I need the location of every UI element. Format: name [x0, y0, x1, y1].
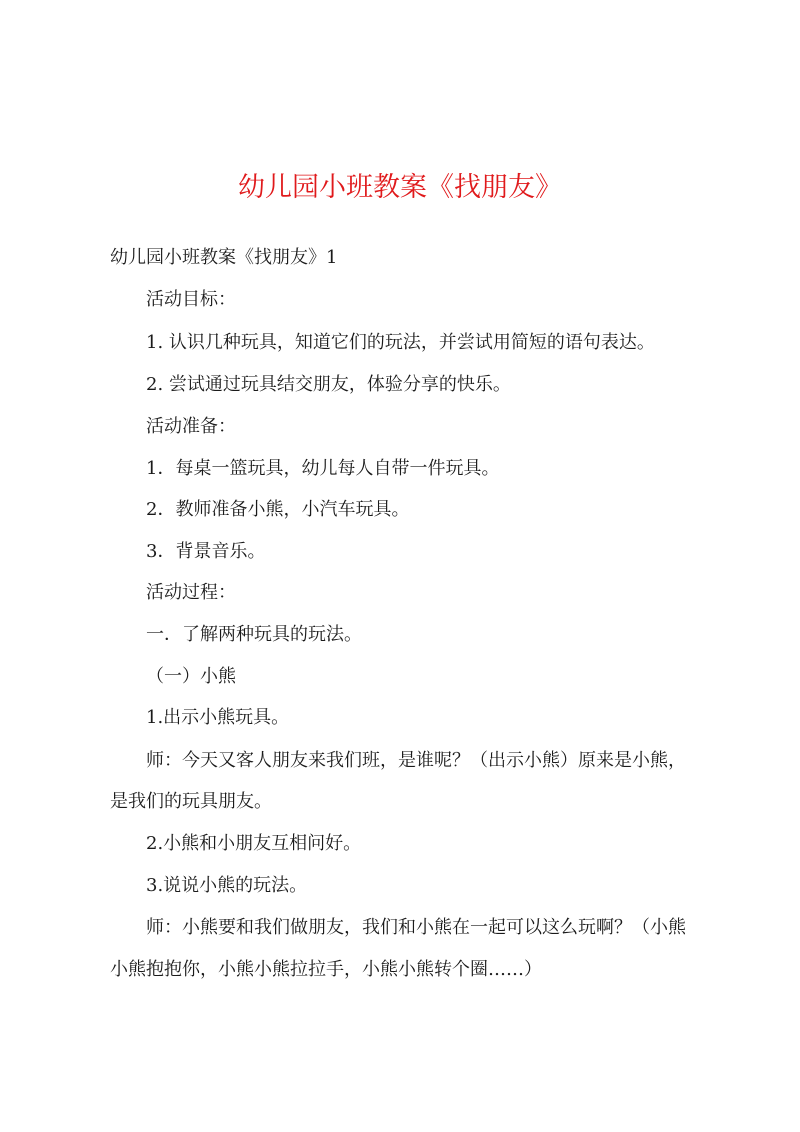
paragraph-line: 1. 认识几种玩具，知道它们的玩法，并尝试用简短的语句表达。	[146, 332, 655, 353]
paragraph-line: （一）小熊	[146, 666, 236, 687]
paragraph-line: 1.出示小熊玩具。	[146, 707, 290, 728]
paragraph-line: 3．背景音乐。	[146, 541, 266, 562]
paragraph-line: 活动目标：	[146, 289, 236, 310]
paragraph-line: 师：今天又客人朋友来我们班，是谁呢？（出示小熊）原来是小熊，	[146, 750, 686, 771]
paragraph-line: 2.小熊和小朋友互相问好。	[146, 833, 362, 854]
paragraph-line: 小熊抱抱你，小熊小熊拉拉手，小熊小熊转个圈……）	[110, 959, 542, 980]
paragraph-line: 2. 尝试通过玩具结交朋友，体验分享的快乐。	[146, 374, 511, 395]
paragraph-line: 师：小熊要和我们做朋友，我们和小熊在一起可以这么玩啊？（小熊	[146, 917, 686, 938]
paragraph-line: 活动准备：	[146, 416, 236, 437]
section-heading: 幼儿园小班教案《找朋友》1	[110, 247, 338, 268]
paragraph-line: 2．教师准备小熊，小汽车玩具。	[146, 499, 410, 520]
paragraph-line: 活动过程：	[146, 582, 236, 603]
paragraph-line: 一．了解两种玩具的玩法。	[146, 624, 362, 645]
paragraph-line: 是我们的玩具朋友。	[110, 791, 272, 812]
paragraph-line: 3.说说小熊的玩法。	[146, 875, 308, 896]
paragraph-line: 1．每桌一篮玩具，幼儿每人自带一件玩具。	[146, 458, 500, 479]
document-title: 幼儿园小班教案《找朋友》	[238, 172, 562, 203]
